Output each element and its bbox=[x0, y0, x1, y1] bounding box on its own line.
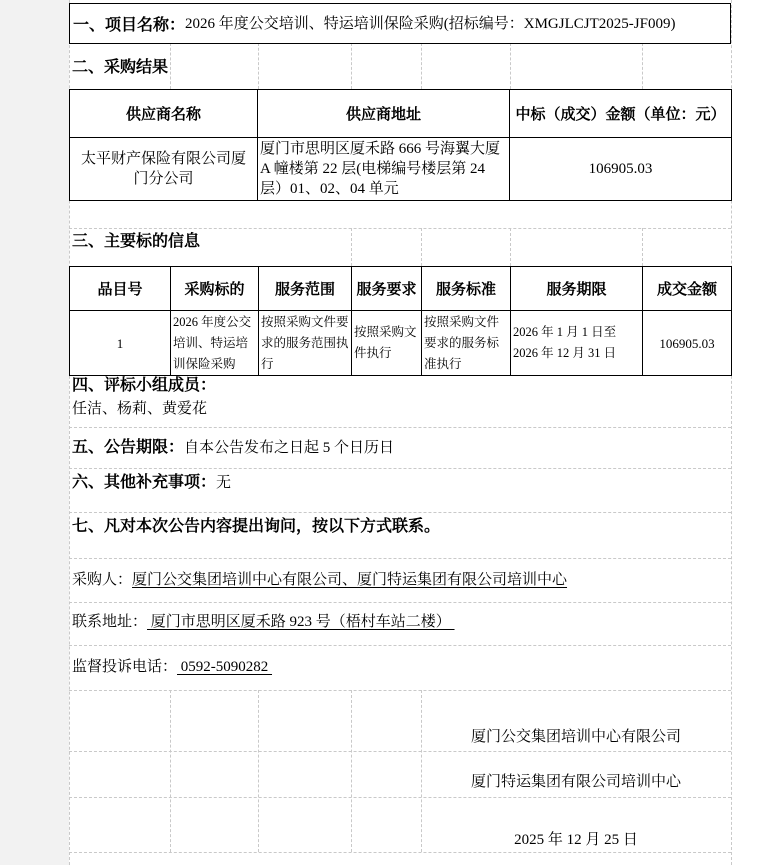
service-requirement-cell: 按照采购文件执行 bbox=[352, 311, 422, 376]
item-no-header: 品目号 bbox=[70, 267, 171, 311]
evaluation-team-members: 任洁、杨莉、黄爱花 bbox=[72, 401, 208, 417]
deal-amount-cell: 106905.03 bbox=[643, 311, 732, 376]
other-matters-line bbox=[72, 473, 231, 493]
award-amount-cell: 106905.03 bbox=[510, 138, 732, 201]
subject-table-header-row bbox=[70, 267, 732, 311]
service-scope-cell: 按照采购文件要求的服务范围执行 bbox=[259, 311, 352, 376]
supplier-table-data-row bbox=[70, 138, 732, 201]
contact-address-value: 厦门市思明区厦禾路 923 号（梧村车站二楼） bbox=[147, 614, 455, 630]
contact-address-label: 联系地址： bbox=[72, 614, 148, 630]
signature-company-1: 厦门公交集团培训中心有限公司 bbox=[470, 729, 681, 745]
supplier-address-cell: 厦门市思明区厦禾路 666 号海翼大厦 A 幢楼第 22 层(电梯编号楼层第 24 层）01、02、04 单元 bbox=[258, 138, 510, 201]
other-matters-label: 六、其他补充事项： bbox=[72, 474, 217, 491]
signature-date: 2025 年 12 月 25 日 bbox=[514, 832, 638, 848]
notice-period-value: 自本公告发布之日起 5 个日历日 bbox=[184, 440, 395, 456]
page-left-margin bbox=[0, 0, 69, 865]
project-name-value: 2026 年度公交培训、特运培训保险采购(招标编号：XMGJLCJT2025-JF009) bbox=[185, 15, 676, 32]
supplier-table-header-row bbox=[70, 90, 732, 138]
other-matters-value: 无 bbox=[216, 475, 232, 491]
supplier-name-header: 供应商名称 bbox=[70, 90, 258, 138]
service-term-header: 服务期限 bbox=[511, 267, 643, 311]
deal-amount-header: 成交金额 bbox=[643, 267, 732, 311]
complaint-phone-value: 0592-5090282 bbox=[177, 659, 273, 675]
buyer-label: 采购人： bbox=[72, 572, 133, 588]
procurement-result-heading: 二、采购结果 bbox=[72, 59, 169, 76]
service-term-cell: 2026 年 1 月 1 日至 2026 年 12 月 31 日 bbox=[511, 311, 643, 376]
service-requirement-header: 服务要求 bbox=[352, 267, 422, 311]
procurement-subject-header: 采购标的 bbox=[171, 267, 259, 311]
complaint-phone-label: 监督投诉电话： bbox=[72, 659, 178, 675]
supplier-address-header: 供应商地址 bbox=[258, 90, 510, 138]
award-amount-header: 中标（成交）金额（单位：元） bbox=[510, 90, 732, 138]
notice-period-line bbox=[72, 438, 394, 458]
evaluation-team-heading: 四、评标小组成员： bbox=[72, 377, 217, 394]
subject-info-table bbox=[69, 266, 732, 376]
subject-info-heading: 三、主要标的信息 bbox=[72, 233, 201, 250]
complaint-phone-line bbox=[72, 657, 272, 677]
notice-period-label: 五、公告期限： bbox=[72, 439, 185, 456]
subject-table-data-row bbox=[70, 311, 732, 376]
supplier-result-table bbox=[69, 89, 732, 201]
supplier-name-cell: 太平财产保险有限公司厦门分公司 bbox=[70, 138, 258, 201]
procurement-subject-cell: 2026 年度公交培训、特运培训保险采购 bbox=[171, 311, 259, 376]
buyer-value: 厦门公交集团培训中心有限公司、厦门特运集团有限公司培训中心 bbox=[132, 572, 568, 588]
project-name-label: 一、项目名称： bbox=[73, 17, 186, 34]
service-standard-header: 服务标准 bbox=[422, 267, 511, 311]
contact-address-line bbox=[72, 612, 455, 632]
service-scope-header: 服务范围 bbox=[259, 267, 352, 311]
item-no-cell: 1 bbox=[70, 311, 171, 376]
inquiry-contact-heading: 七、凡对本次公告内容提出询问，按以下方式联系。 bbox=[72, 518, 441, 535]
project-name-row bbox=[69, 3, 731, 44]
signature-company-2: 厦门特运集团有限公司培训中心 bbox=[470, 774, 681, 790]
service-standard-cell: 按照采购文件要求的服务标准执行 bbox=[422, 311, 511, 376]
buyer-line bbox=[72, 570, 567, 590]
